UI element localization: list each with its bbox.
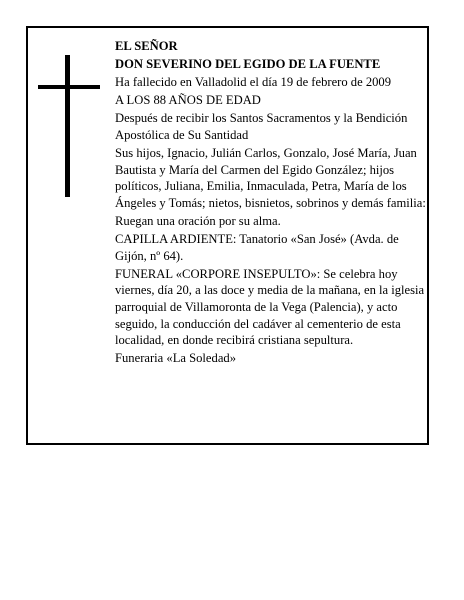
- funeral-line: [115, 266, 427, 349]
- chapel-line: CAPILLA ARDIENTE: Tanatorio «San José» (Avda. de Gijón, nº 64).: [115, 232, 399, 263]
- age-line: A LOS 88 AÑOS DE EDAD: [115, 93, 261, 108]
- sacraments-line: Después de recibir los Santos Sacramentos y la Bendición Apostólica de Su Santidad: [115, 111, 408, 142]
- family-line: Sus hijos, Ignacio, Julián Carlos, Gonzalo, José María, Juan Bautista y María del Carmen del Egido González; hijos políticos, Juliana, Emilia, Inmaculada, Petra, María de los Ángeles y Tomás; nietos, bisnietos, sobrinos y demás familia:: [115, 146, 426, 210]
- cross-icon: [38, 55, 100, 197]
- notice-text: [115, 38, 427, 368]
- cross-vertical-bar: [65, 55, 70, 197]
- funeral-home-line: Funeraria «La Soledad»: [115, 351, 236, 366]
- deceased-name: DON SEVERINO DEL EGIDO DE LA FUENTE: [115, 57, 381, 72]
- funeral-label: FUNERAL «CORPORE INSEPULTO»: [115, 266, 317, 281]
- notice-title: EL SEÑOR: [115, 39, 178, 53]
- funeral-text: : Se celebra hoy viernes, día 20, a las doce y media de la mañana, en la iglesia parroquial de Villamoronta de la Vega (Palencia), y acto seguido, la conducción del cadáver al cementerio de esta localidad, en donde recibirá cristiana sepultura.: [115, 266, 425, 348]
- prayer-line: Ruegan una oración por su alma.: [115, 213, 281, 228]
- death-line: Ha fallecido en Valladolid el día 19 de febrero de 2009: [115, 75, 392, 90]
- cross-horizontal-bar: [38, 85, 100, 89]
